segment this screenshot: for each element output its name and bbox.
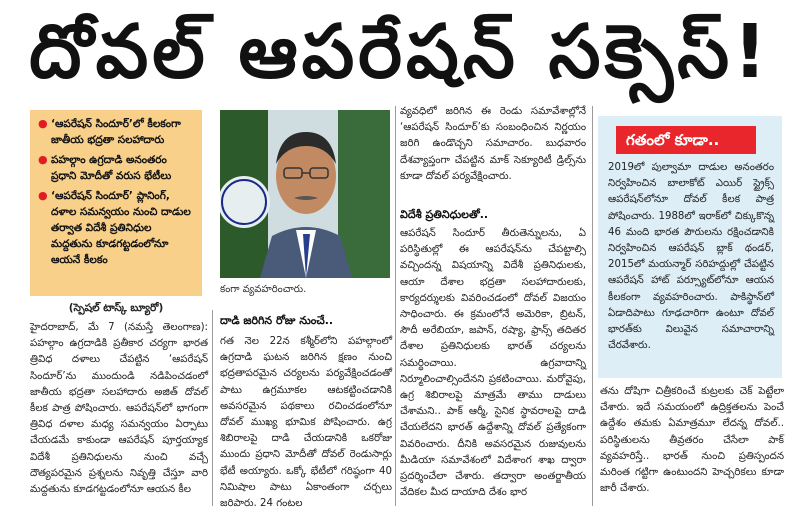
highlights-box [30,110,202,296]
sidebar-text: 2019లో పుల్వామా దాడుల అనంతరం నిర్వహించిన బాలాకోట్ ఎయిర్ స్ట్రైక్స్ ఆపరేషన్‌లోనూ దోవల్ కీలక పాత్ర పోషించారు. 1988లో ఇరాక్‌లో చిక్కుకొన్న 46 మంది భారత పౌరులను రక్షించడానికి నిర్వహించిన ఆపరేషన్ బ్లాక్ థండర్, 2015లో మయన్మార్ సరిహద్దుల్లో చేపట్టిన ఆపరేషన్ హాట్ పర్స్యూట్‌లోనూ ఆయన కీలకంగా వ్యవహరించారు. పాకిస్థాన్‌లో ఏడాదిపాటు గూఢచారిగా ఉంటూ దోవల్ భారత్‌కు విలువైన సమాచారాన్ని చేరవేశారు. [608,162,774,352]
bullet-icon: ● [38,117,48,130]
article-column-3-top: వ్యవధిలో జరిగిన ఈ రెండు సమావేశాల్లోనే ‘ఆపరేషన్ సిందూర్’కు సంబంధించిన నిర్ణయం జరిగి ఉండొచ్చని సమాచారం. బుధవారం దేశవ్యాప్తంగా చేపట్టిన మాక్ సెక్యూరిటీ డ్రిల్స్‌ను కూడా దోవల్ పర్యవేక్షించారు. [400,106,586,182]
column-divider [212,310,213,506]
photo-caption: కంగా వ్యవహరించారు. [220,284,307,295]
highlight-item: ● పహల్గాం ఉగ్రదాడి అనంతరం ప్రధాని మోదీతో వరుస భేటీలు [38,153,172,182]
headline: దోవల్ ఆపరేషన్ సక్సెస్! [29,9,771,95]
bullet-icon: ● [38,189,48,202]
portrait-photo [220,110,390,278]
article-column-1: హైదరాబాద్, మే 7 (నమస్తే తెలంగాణ): పహల్గాం ఉగ్రదాడికి ప్రతీకార చర్యగా భారత త్రివిధ దళాలు చేపట్టిన ‘ఆపరేషన్ సిందూర్’ను ముందుండి నడిపించడంలో జాతీయ భద్రతా సలహాదారు అజిత్ దోవల్ కీలక పాత్ర పోషించారు. ఆపరేషన్‌లో భాగంగా త్రివిధ దళాల మధ్య సమన్వయం ఏర్పాటు చేయడమే కాకుండా ఆపరేషన్ పూర్తయ్యాక విదేశీ ప్రతినిధులను నుంచి వచ్చే దౌత్యపరమైన ప్రశ్నలను నివృత్తి చేస్తూ వారి మద్దతును కూడగట్టడంలోనూ ఆయన కీల [30,322,208,496]
highlight-item: ● ‘ఆపరేషన్ సిందూర్’ ప్లానింగ్, దళాల సమన్వయం నుంచి దాడుల తర్వాత విదేశీ ప్రతినిధుల మద్దతును కూడగట్టడంలోనూ ఆయనే కీలకం [38,189,191,266]
column-divider [395,106,396,506]
highlight-item: ● ‘ఆపరేషన్ సిందూర్’లో కీలకంగా జాతీయ భద్రతా సలహాదారు [38,117,181,146]
column-divider [592,106,593,506]
portrait-illustration [220,110,390,278]
sidebar-title: గతంలో కూడా.. [616,126,756,154]
highlights-list [38,116,194,268]
subheading-attack-day: దాడి జరిగిన రోజు నుంచే.. [220,314,334,327]
article-column-2: గత నెల 22న కశ్మీర్‌లోని పహల్గాంలో ఉగ్రదాడి ఘటన జరిగిన క్షణం నుంచి భద్రతాపరమైన చర్యలను పర్యవేక్షించడంతో పాటు ఉగ్రమూకల ఆటకట్టించడానికి అవసరమైన పథకాలు రచించడంలోనూ దోవల్ ముఖ్య భూమిక పోషించారు. ఉగ్ర శిబిరాలపై దాడి చేయడానికి ఒకరోజు ముందు ప్రధాని మోదీతో దోవల్ రెండుసార్లు భేటీ అయ్యారు. ఒక్కో భేటీలో గరిష్ఠంగా 40 నిమిషాల పాటు ఏకాంతంగా చర్చలు జరిపారు. 24 గంటల [220,336,392,510]
bullet-icon: ● [38,153,48,166]
article-column-3-bottom: ఆపరేషన్ సిందూర్ తీరుతెన్నులను, ఏ పరిస్థితుల్లో ఈ ఆపరేషన్‌ను చేపట్టాల్సి వచ్చిందన్న విషయాన్ని విదేశీ ప్రతినిధులకు, ఆయా దేశాల భద్రతా సలహాదారులకు, కార్యదర్శులకు వివరించడంలో దోవల్ విజయం సాధించారు. ఈ క్రమంలోనే అమెరికా, బ్రిటన్, సౌదీ అరేబియా, జపాన్, రష్యా, ఫ్రాన్స్ తదితర దేశాల ప్రతినిధులకు భారత్ చర్యలను సమర్థించాయి. ఉగ్రవాదాన్ని నిర్మూలించాల్సిందేనని ప్రకటించాయి. మరోవైపు, ఉగ్ర శిబిరాలపై మాత్రమే తాము దాడులు చేశామని.. పాక్ ఆర్మీ, సైనిక స్థావరాలపై దాడి చేయలేదని భారత్ ఉద్దేశాన్ని దోవల్ ప్రత్యేకంగా వివరించారు. దీనికి అవసరమైన రుజువులను మీడియా సమావేశంలో విదేశాంగ శాఖ ద్వారా ప్రదర్శించేలా చేశారు. తద్వారా అంతర్జాతీయ వేదికల మీద దాయాది దేశం భార [400,228,586,499]
article-column-4: తను దోషిగా చిత్రీకరించే కుట్రలకు చెక్ పెట్టేలా చేశారు. ఇదే సమయంలో ఉద్రిక్తతలను పెంచే ఉద్దేశం తమకు ఏమాత్రమూ లేదన్న దోవల్.. పరిస్థితులను తీవ్రతరం చేసేలా పాక్ వ్యవహరిస్తే.. భారత్ నుంచి ప్రతిస్పందన మరింత గట్టిగా ఉంటుందని హెచ్చరికలు కూడా జారీ చేశారు. [600,386,784,495]
subheading-foreign-delegates: విదేశీ ప్రతినిధులతో.. [400,208,489,221]
byline: (స్పెషల్ టాస్క్ బ్యూరో) [68,302,164,314]
